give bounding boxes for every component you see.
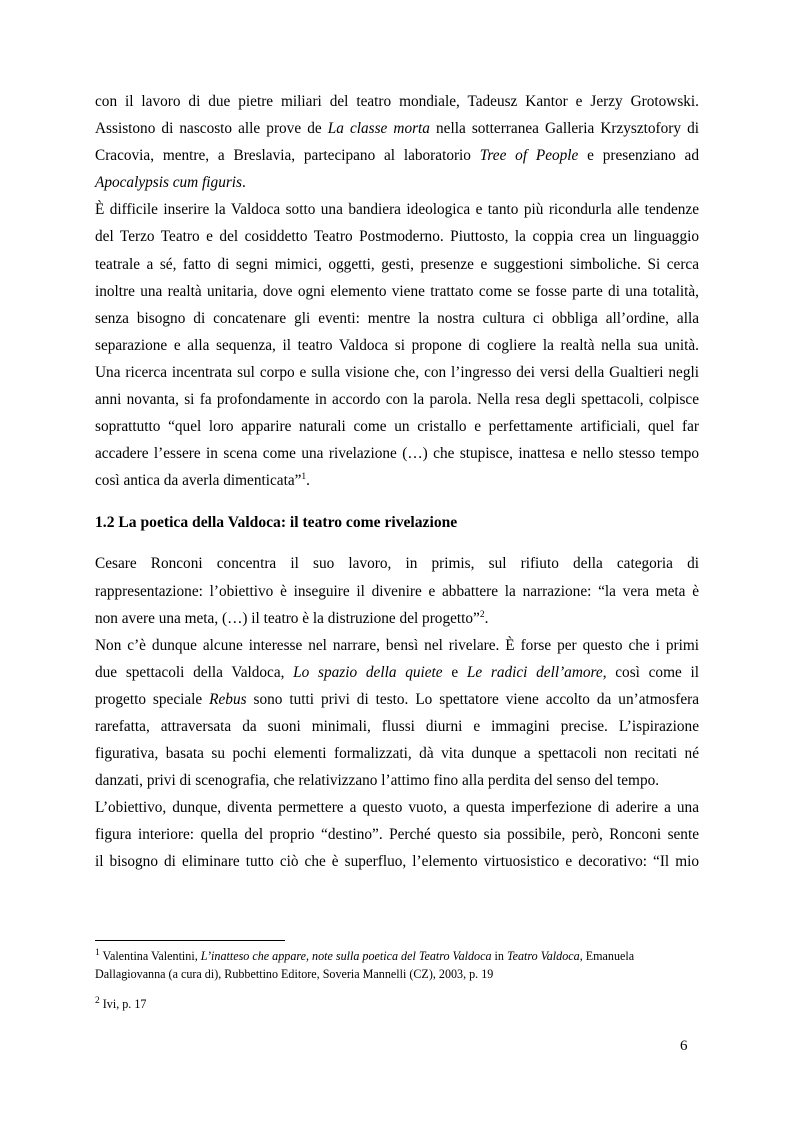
text-line: inoltre una realtà unitaria, dove ogni elemento viene trattato come se fosse parte di una totalità, (95, 282, 699, 300)
section-heading: 1.2 La poetica della Valdoca: il teatro come rivelazione (95, 514, 458, 532)
text-line: anni novanta, si fa profondamente in accordo con la parola. Nella resa degli spettacoli, colpisce (95, 391, 699, 409)
footnote-separator (95, 940, 285, 941)
italic-title: L’inatteso che appare, note sulla poetica del Teatro Valdoca (200, 949, 492, 963)
page-number: 6 (680, 1038, 688, 1054)
text-line: L’obiettivo, dunque, diventa permettere a questo vuoto, a questa imperfezione di aderire a una (95, 799, 699, 817)
footnote-line: Dallagiovanna (a cura di), Rubbettino Editore, Soveria Mannelli (CZ), 2003, p. 19 (95, 967, 494, 981)
footnote-line: $^1$ Valentina Valentini, L’inatteso che appare, note sulla poetica del Teatro Valdoca in Teatro Valdoca, Emanuela (95, 947, 635, 963)
text-line: Una ricerca incentrata sul corpo e sulla visione che, con l’ingresso dei versi della Gualtieri negli (95, 363, 699, 381)
italic-title: La classe morta (327, 120, 430, 138)
text-line: con il lavoro di due pietre miliari del teatro mondiale, Tadeusz Kantor e Jerzy Grotowski. (95, 93, 699, 110)
text-line: teatrale a sé, fatto di segni mimici, oggetti, gesti, presenze e suggestioni simboliche. Si cerca (95, 255, 699, 273)
paragraph-1 (95, 88, 699, 196)
text-line: Cesare Ronconi concentra il suo lavoro, in primis, sul rifiuto della categoria di (95, 555, 699, 573)
footnote-number: 2 (95, 995, 100, 1006)
text-line: danzati, privi di scenografia, che relativizzano l’attimo fino alla perdita del senso del tempo. (95, 772, 660, 790)
footnote-1 (95, 947, 699, 983)
footnote-line: $^2$ Ivi, p. 17 (95, 995, 147, 1011)
text-line: Apocalypsis cum figuris. (95, 174, 246, 192)
text-line: figura interiore: quella del proprio “destino”. Perché questo sia possibile, però, Ronconi sente (95, 826, 699, 844)
paragraph-3 (95, 550, 699, 631)
footnote-2 (95, 995, 699, 1013)
text-line: non avere una meta, (…) il teatro è la distruzione del progetto”$^2$. (95, 609, 489, 627)
italic-title: Rebus (209, 690, 247, 708)
document-body (95, 88, 699, 876)
italic-title: Apocalypsis cum figuris (95, 174, 243, 192)
text-line: così antica da averla dimenticata”$^1$. (95, 472, 310, 490)
text-line: il bisogno di eliminare tutto ciò che è superfluo, l’elemento virtuosistico e decorativo: “Il mio (95, 853, 699, 871)
italic-title: Le radici dell’amore (466, 663, 603, 681)
text-line: progetto speciale Rebus sono tutti privi di testo. Lo spettatore viene accolto da un’atmosfera (95, 690, 699, 708)
text-line: rarefatta, attraversata da suoni minimali, flussi diurni e immagini precise. L’ispirazione (95, 717, 699, 735)
text-line: Cracovia, mentre, a Breslavia, partecipano al laboratorio Tree of People e presenziano ad (95, 147, 699, 165)
text-line: Assistono di nascosto alle prove de La classe morta nella sotterranea Galleria Krzysztofory di (95, 120, 699, 138)
footnote-ref-2[interactable]: 2 (479, 609, 485, 620)
paragraph-2 (95, 196, 699, 494)
italic-title: Tree of People (479, 147, 579, 165)
text-line: figurativa, basata su pochi elementi formalizzati, dà vita dunque a spettacoli non recitati né (95, 745, 699, 763)
text-line: È difficile inserire la Valdoca sotto una bandiera ideologica e tanto più ricondurla alle tendenze (95, 201, 699, 219)
text-line: senza bisogno di concatenare gli eventi: mentre la nostra cultura ci obbliga all’ordine, alla (95, 309, 699, 327)
italic-title: Lo spazio della quiete (293, 663, 443, 681)
text-line: due spettacoli della Valdoca, Lo spazio della quiete e Le radici dell’amore, così come il (95, 663, 699, 681)
italic-title: Teatro Valdoca (507, 949, 580, 963)
text-line: Non c’è dunque alcune interesse nel narrare, bensì nel rivelare. È forse per questo che i primi (95, 636, 699, 654)
paragraph-4 (95, 632, 699, 795)
text-line: separazione e alla sequenza, il teatro Valdoca si propone di cogliere la realtà nella sua unità. (95, 336, 699, 354)
text-line: del Terzo Teatro e del cosiddetto Teatro Postmoderno. Piuttosto, la coppia crea un linguaggio (95, 228, 699, 246)
text-line: rappresentazione: l’obiettivo è inseguire il divenire e abbattere la narrazione: “la vera meta è (95, 582, 699, 600)
text-line: accadere l’essere in scena come una rivelazione (…) che stupisce, inattesa e nello stesso tempo (95, 445, 699, 463)
footnote-ref-1[interactable]: 1 (301, 472, 307, 483)
text-line: soprattutto “quel loro apparire naturali come un cristallo e perfettamente artificiali, quel far (95, 418, 699, 436)
paragraph-5 (95, 794, 699, 875)
footnote-number: 1 (95, 947, 100, 958)
